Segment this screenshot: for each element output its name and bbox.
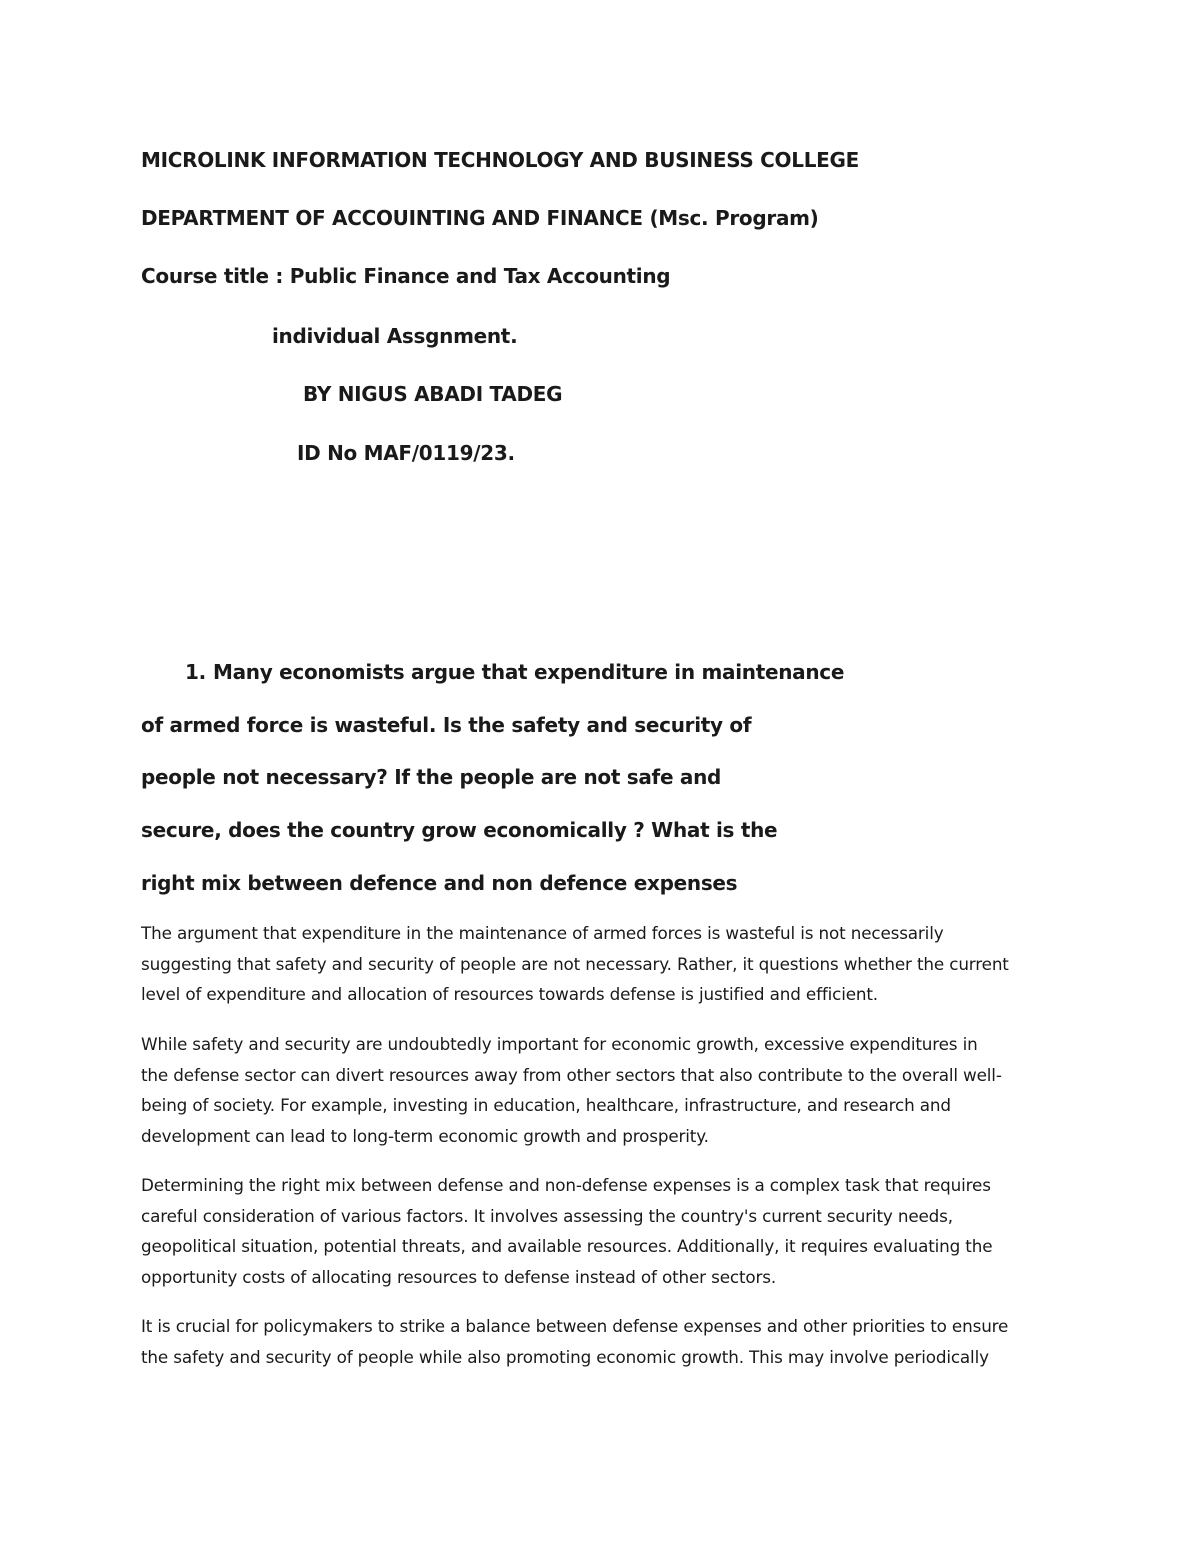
question-line-3: people not necessary? If the people are not safe and: [141, 765, 722, 789]
question-line-5: right mix between defence and non defence expenses: [141, 871, 738, 895]
paragraph-line: opportunity costs of allocating resources to defense instead of other sectors.: [141, 1266, 777, 1287]
assignment-label: individual Assgnment.: [272, 324, 518, 348]
paragraph-line: the safety and security of people while also promoting economic growth. This may involve periodically: [141, 1346, 989, 1367]
paragraph-line: being of society. For example, investing in education, healthcare, infrastructure, and research and: [141, 1095, 951, 1115]
college-title: MICROLINK INFORMATION TECHNOLOGY AND BUSINESS COLLEGE: [141, 148, 859, 172]
paragraph-line: It is crucial for policymakers to strike a balance between defense expenses and other priorities to ensure: [141, 1316, 1009, 1336]
paragraph-line: The argument that expenditure in the maintenance of armed forces is wasteful is not necessarily: [141, 923, 944, 943]
course-title: Course title : Public Finance and Tax Accounting: [141, 264, 671, 288]
paragraph-line: careful consideration of various factors. It involves assessing the country's current security needs,: [141, 1205, 953, 1226]
question-text: Many economists argue that expenditure in maintenance: [213, 660, 845, 684]
department-title: DEPARTMENT OF ACCOUINTING AND FINANCE (Msc. Program): [141, 206, 819, 230]
paragraph-line: Determining the right mix between defense and non-defense expenses is a complex task that requires: [141, 1175, 991, 1195]
paragraph-line: geopolitical situation, potential threats, and available resources. Additionally, it requires evaluating the: [141, 1236, 993, 1256]
paragraph-line: the defense sector can divert resources away from other sectors that also contribute to the overall well-: [141, 1064, 1002, 1085]
answer-paragraph-2: [141, 1029, 1061, 1151]
answer-paragraph-4: [141, 1311, 1061, 1372]
answer-paragraph-1: [141, 918, 1061, 1010]
paragraph-line: While safety and security are undoubtedly important for economic growth, excessive expenditures in: [141, 1034, 978, 1054]
question-line-2: of armed force is wasteful. Is the safety and security of: [141, 713, 752, 737]
paragraph-line: level of expenditure and allocation of resources towards defense is justified and efficient.: [141, 984, 878, 1004]
student-id: ID No MAF/0119/23.: [297, 441, 515, 465]
question-number: 1.: [185, 660, 206, 684]
author-line: BY NIGUS ABADI TADEG: [303, 382, 563, 406]
answer-paragraph-3: [141, 1170, 1061, 1292]
question-line-1: [185, 659, 844, 685]
paragraph-line: suggesting that safety and security of people are not necessary. Rather, it questions whether the current: [141, 953, 1009, 974]
paragraph-line: development can lead to long-term economic growth and prosperity.: [141, 1125, 709, 1146]
question-line-4: secure, does the country grow economically ? What is the: [141, 818, 778, 842]
